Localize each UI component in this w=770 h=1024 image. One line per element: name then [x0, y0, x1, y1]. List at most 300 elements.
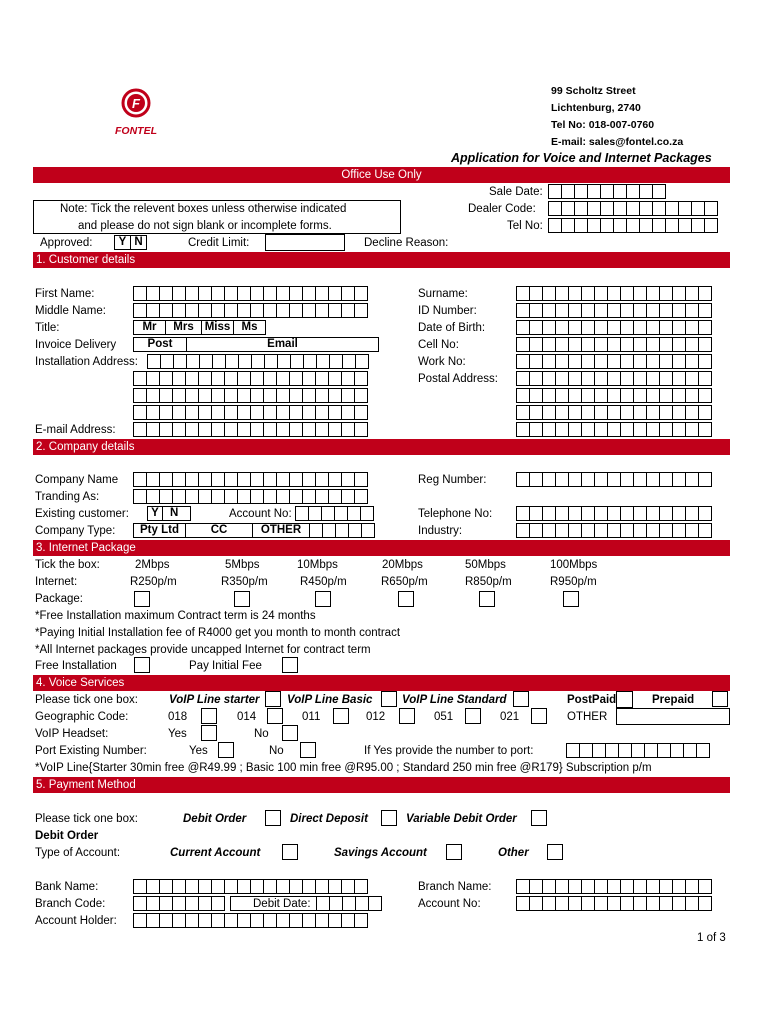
input-cell[interactable] — [568, 303, 582, 318]
input-cell[interactable] — [568, 405, 582, 420]
input-cell[interactable] — [133, 371, 147, 386]
input-cell[interactable] — [529, 506, 543, 521]
input-cell[interactable] — [237, 286, 251, 301]
surname-boxes[interactable] — [516, 286, 711, 301]
input-cell[interactable] — [542, 879, 556, 894]
input-cell[interactable] — [646, 472, 660, 487]
input-cell[interactable] — [607, 354, 621, 369]
input-cell[interactable] — [276, 489, 290, 504]
input-cell[interactable] — [289, 422, 303, 437]
type-other-boxes[interactable] — [309, 523, 374, 538]
input-cell[interactable] — [555, 422, 569, 437]
input-cell[interactable] — [276, 371, 290, 386]
input-cell[interactable] — [698, 337, 712, 352]
input-cell[interactable] — [198, 371, 212, 386]
input-cell[interactable] — [198, 913, 212, 928]
input-cell[interactable] — [250, 388, 264, 403]
input-cell[interactable] — [264, 354, 278, 369]
payment-account-no-boxes[interactable] — [516, 896, 711, 911]
input-cell[interactable] — [568, 320, 582, 335]
input-cell[interactable] — [321, 506, 335, 521]
input-cell[interactable] — [581, 303, 595, 318]
input-cell[interactable] — [159, 405, 173, 420]
input-cell[interactable] — [224, 303, 238, 318]
input-cell[interactable] — [186, 354, 200, 369]
input-cell[interactable] — [263, 489, 277, 504]
input-cell[interactable] — [315, 405, 329, 420]
input-cell[interactable] — [211, 472, 225, 487]
type-cc[interactable]: CC — [185, 523, 253, 538]
input-cell[interactable] — [672, 405, 686, 420]
input-cell[interactable] — [529, 523, 543, 538]
input-cell[interactable] — [302, 405, 316, 420]
input-cell[interactable] — [250, 405, 264, 420]
variable-debit-checkbox[interactable] — [531, 810, 547, 826]
debit-order-checkbox[interactable] — [265, 810, 281, 826]
input-cell[interactable] — [568, 388, 582, 403]
input-cell[interactable] — [354, 472, 368, 487]
input-cell[interactable] — [594, 405, 608, 420]
input-cell[interactable] — [159, 371, 173, 386]
input-cell[interactable] — [620, 286, 634, 301]
input-cell[interactable] — [341, 388, 355, 403]
input-cell[interactable] — [555, 354, 569, 369]
input-cell[interactable] — [328, 422, 342, 437]
input-cell[interactable] — [211, 422, 225, 437]
invoice-email[interactable]: Email — [186, 337, 379, 352]
input-cell[interactable] — [224, 472, 238, 487]
input-cell[interactable] — [704, 201, 718, 216]
email-address-boxes[interactable] — [133, 422, 367, 437]
input-cell[interactable] — [360, 506, 374, 521]
input-cell[interactable] — [341, 422, 355, 437]
input-cell[interactable] — [646, 896, 660, 911]
input-cell[interactable] — [237, 879, 251, 894]
input-cell[interactable] — [698, 405, 712, 420]
input-cell[interactable] — [594, 337, 608, 352]
input-cell[interactable] — [322, 523, 336, 538]
input-cell[interactable] — [133, 422, 147, 437]
input-cell[interactable] — [355, 354, 369, 369]
input-cell[interactable] — [250, 422, 264, 437]
input-cell[interactable] — [594, 371, 608, 386]
existing-customer-yes[interactable]: Y — [147, 506, 163, 521]
debit-date-boxes[interactable] — [316, 896, 381, 911]
input-cell[interactable] — [600, 201, 614, 216]
input-cell[interactable] — [237, 472, 251, 487]
input-cell[interactable] — [685, 422, 699, 437]
input-cell[interactable] — [529, 303, 543, 318]
input-cell[interactable] — [659, 523, 673, 538]
input-cell[interactable] — [172, 371, 186, 386]
input-cell[interactable] — [185, 879, 199, 894]
prepaid-checkbox[interactable] — [712, 691, 728, 707]
input-cell[interactable] — [185, 405, 199, 420]
input-cell[interactable] — [159, 388, 173, 403]
input-cell[interactable] — [574, 201, 588, 216]
branch-code-boxes[interactable] — [133, 896, 224, 911]
input-cell[interactable] — [646, 303, 660, 318]
input-cell[interactable] — [211, 913, 225, 928]
input-cell[interactable] — [133, 286, 147, 301]
input-cell[interactable] — [548, 218, 562, 233]
input-cell[interactable] — [594, 286, 608, 301]
input-cell[interactable] — [263, 422, 277, 437]
input-cell[interactable] — [159, 472, 173, 487]
input-cell[interactable] — [665, 201, 679, 216]
input-cell[interactable] — [159, 286, 173, 301]
input-cell[interactable] — [341, 371, 355, 386]
input-cell[interactable] — [659, 422, 673, 437]
input-cell[interactable] — [691, 201, 705, 216]
input-cell[interactable] — [607, 523, 621, 538]
input-cell[interactable] — [185, 371, 199, 386]
work-boxes[interactable] — [516, 354, 711, 369]
input-cell[interactable] — [607, 422, 621, 437]
input-cell[interactable] — [238, 354, 252, 369]
input-cell[interactable] — [672, 388, 686, 403]
input-cell[interactable] — [185, 896, 199, 911]
title-mr[interactable]: Mr — [133, 320, 166, 335]
input-cell[interactable] — [289, 388, 303, 403]
input-cell[interactable] — [133, 489, 147, 504]
industry-boxes[interactable] — [516, 523, 711, 538]
input-cell[interactable] — [172, 913, 186, 928]
input-cell[interactable] — [328, 388, 342, 403]
installation-address-boxes-3[interactable] — [133, 388, 367, 403]
input-cell[interactable] — [633, 388, 647, 403]
input-cell[interactable] — [328, 879, 342, 894]
voip-standard-checkbox[interactable] — [513, 691, 529, 707]
input-cell[interactable] — [172, 405, 186, 420]
input-cell[interactable] — [600, 218, 614, 233]
input-cell[interactable] — [672, 303, 686, 318]
input-cell[interactable] — [146, 371, 160, 386]
input-cell[interactable] — [361, 523, 375, 538]
input-cell[interactable] — [133, 388, 147, 403]
input-cell[interactable] — [579, 743, 593, 758]
input-cell[interactable] — [620, 354, 634, 369]
input-cell[interactable] — [639, 201, 653, 216]
input-cell[interactable] — [516, 422, 530, 437]
input-cell[interactable] — [620, 337, 634, 352]
input-cell[interactable] — [542, 371, 556, 386]
input-cell[interactable] — [542, 388, 556, 403]
input-cell[interactable] — [592, 743, 606, 758]
input-cell[interactable] — [620, 303, 634, 318]
input-cell[interactable] — [607, 371, 621, 386]
input-cell[interactable] — [685, 303, 699, 318]
input-cell[interactable] — [172, 388, 186, 403]
input-cell[interactable] — [542, 472, 556, 487]
input-cell[interactable] — [613, 218, 627, 233]
input-cell[interactable] — [587, 218, 601, 233]
input-cell[interactable] — [685, 523, 699, 538]
input-cell[interactable] — [594, 523, 608, 538]
input-cell[interactable] — [698, 303, 712, 318]
input-cell[interactable] — [172, 286, 186, 301]
input-cell[interactable] — [704, 218, 718, 233]
input-cell[interactable] — [646, 320, 660, 335]
input-cell[interactable] — [302, 388, 316, 403]
input-cell[interactable] — [670, 743, 684, 758]
input-cell[interactable] — [529, 472, 543, 487]
input-cell[interactable] — [146, 405, 160, 420]
package-50mbps-checkbox[interactable] — [479, 591, 495, 607]
input-cell[interactable] — [263, 472, 277, 487]
input-cell[interactable] — [685, 879, 699, 894]
code-018-checkbox[interactable] — [201, 708, 217, 724]
input-cell[interactable] — [289, 879, 303, 894]
branch-name-boxes[interactable] — [516, 879, 711, 894]
input-cell[interactable] — [633, 506, 647, 521]
input-cell[interactable] — [555, 303, 569, 318]
input-cell[interactable] — [289, 371, 303, 386]
invoice-post[interactable]: Post — [133, 337, 187, 352]
input-cell[interactable] — [198, 472, 212, 487]
input-cell[interactable] — [652, 218, 666, 233]
input-cell[interactable] — [315, 286, 329, 301]
input-cell[interactable] — [328, 489, 342, 504]
input-cell[interactable] — [574, 184, 588, 199]
input-cell[interactable] — [678, 201, 692, 216]
input-cell[interactable] — [529, 422, 543, 437]
company-name-boxes[interactable] — [133, 472, 367, 487]
input-cell[interactable] — [568, 354, 582, 369]
input-cell[interactable] — [561, 184, 575, 199]
input-cell[interactable] — [146, 896, 160, 911]
input-cell[interactable] — [568, 896, 582, 911]
input-cell[interactable] — [659, 286, 673, 301]
input-cell[interactable] — [607, 896, 621, 911]
input-cell[interactable] — [516, 523, 530, 538]
input-cell[interactable] — [659, 320, 673, 335]
input-cell[interactable] — [328, 303, 342, 318]
input-cell[interactable] — [698, 422, 712, 437]
input-cell[interactable] — [263, 371, 277, 386]
input-cell[interactable] — [354, 879, 368, 894]
input-cell[interactable] — [289, 303, 303, 318]
input-cell[interactable] — [315, 422, 329, 437]
input-cell[interactable] — [159, 489, 173, 504]
input-cell[interactable] — [594, 354, 608, 369]
input-cell[interactable] — [263, 913, 277, 928]
input-cell[interactable] — [185, 388, 199, 403]
existing-customer-no[interactable]: N — [162, 506, 191, 521]
dob-boxes[interactable] — [516, 320, 711, 335]
input-cell[interactable] — [237, 388, 251, 403]
input-cell[interactable] — [672, 506, 686, 521]
input-cell[interactable] — [302, 489, 316, 504]
input-cell[interactable] — [211, 405, 225, 420]
input-cell[interactable] — [529, 388, 543, 403]
input-cell[interactable] — [172, 422, 186, 437]
input-cell[interactable] — [659, 506, 673, 521]
input-cell[interactable] — [211, 879, 225, 894]
headset-yes-checkbox[interactable] — [201, 725, 217, 741]
input-cell[interactable] — [328, 405, 342, 420]
input-cell[interactable] — [639, 184, 653, 199]
type-pty-ltd[interactable]: Pty Ltd — [133, 523, 186, 538]
input-cell[interactable] — [613, 201, 627, 216]
input-cell[interactable] — [685, 354, 699, 369]
port-number-boxes[interactable] — [566, 743, 709, 758]
input-cell[interactable] — [315, 371, 329, 386]
input-cell[interactable] — [587, 184, 601, 199]
input-cell[interactable] — [516, 388, 530, 403]
input-cell[interactable] — [354, 405, 368, 420]
input-cell[interactable] — [581, 506, 595, 521]
code-012-checkbox[interactable] — [399, 708, 415, 724]
input-cell[interactable] — [581, 337, 595, 352]
input-cell[interactable] — [613, 184, 627, 199]
input-cell[interactable] — [250, 303, 264, 318]
input-cell[interactable] — [146, 913, 160, 928]
installation-address-boxes-2[interactable] — [133, 371, 367, 386]
input-cell[interactable] — [250, 371, 264, 386]
input-cell[interactable] — [289, 286, 303, 301]
input-cell[interactable] — [316, 896, 330, 911]
input-cell[interactable] — [211, 303, 225, 318]
input-cell[interactable] — [224, 913, 238, 928]
input-cell[interactable] — [302, 879, 316, 894]
input-cell[interactable] — [529, 405, 543, 420]
input-cell[interactable] — [172, 472, 186, 487]
input-cell[interactable] — [173, 354, 187, 369]
input-cell[interactable] — [185, 472, 199, 487]
postal-boxes-1[interactable] — [516, 371, 711, 386]
input-cell[interactable] — [618, 743, 632, 758]
input-cell[interactable] — [146, 489, 160, 504]
type-other[interactable]: OTHER — [252, 523, 310, 538]
input-cell[interactable] — [696, 743, 710, 758]
id-number-boxes[interactable] — [516, 303, 711, 318]
title-miss[interactable]: Miss — [201, 320, 234, 335]
input-cell[interactable] — [672, 523, 686, 538]
input-cell[interactable] — [698, 286, 712, 301]
input-cell[interactable] — [659, 354, 673, 369]
input-cell[interactable] — [224, 489, 238, 504]
input-cell[interactable] — [133, 879, 147, 894]
input-cell[interactable] — [516, 506, 530, 521]
input-cell[interactable] — [568, 523, 582, 538]
input-cell[interactable] — [672, 879, 686, 894]
input-cell[interactable] — [646, 371, 660, 386]
input-cell[interactable] — [146, 388, 160, 403]
input-cell[interactable] — [607, 472, 621, 487]
input-cell[interactable] — [354, 422, 368, 437]
input-cell[interactable] — [581, 354, 595, 369]
input-cell[interactable] — [354, 303, 368, 318]
input-cell[interactable] — [672, 320, 686, 335]
input-cell[interactable] — [574, 218, 588, 233]
input-cell[interactable] — [237, 913, 251, 928]
input-cell[interactable] — [620, 472, 634, 487]
input-cell[interactable] — [594, 388, 608, 403]
input-cell[interactable] — [548, 184, 562, 199]
input-cell[interactable] — [594, 303, 608, 318]
input-cell[interactable] — [309, 523, 323, 538]
input-cell[interactable] — [160, 354, 174, 369]
voip-starter-checkbox[interactable] — [265, 691, 281, 707]
input-cell[interactable] — [159, 879, 173, 894]
input-cell[interactable] — [646, 506, 660, 521]
input-cell[interactable] — [620, 506, 634, 521]
input-cell[interactable] — [581, 405, 595, 420]
input-cell[interactable] — [212, 354, 226, 369]
input-cell[interactable] — [581, 523, 595, 538]
input-cell[interactable] — [263, 303, 277, 318]
input-cell[interactable] — [568, 472, 582, 487]
input-cell[interactable] — [198, 422, 212, 437]
input-cell[interactable] — [276, 286, 290, 301]
postal-boxes-3[interactable] — [516, 405, 711, 420]
input-cell[interactable] — [605, 743, 619, 758]
cell-boxes[interactable] — [516, 337, 711, 352]
input-cell[interactable] — [555, 523, 569, 538]
input-cell[interactable] — [620, 879, 634, 894]
input-cell[interactable] — [328, 913, 342, 928]
input-cell[interactable] — [542, 422, 556, 437]
dealer-code-boxes[interactable] — [548, 201, 717, 216]
input-cell[interactable] — [133, 303, 147, 318]
input-cell[interactable] — [198, 405, 212, 420]
input-cell[interactable] — [224, 879, 238, 894]
input-cell[interactable] — [633, 879, 647, 894]
input-cell[interactable] — [198, 896, 212, 911]
input-cell[interactable] — [646, 405, 660, 420]
input-cell[interactable] — [568, 337, 582, 352]
input-cell[interactable] — [555, 879, 569, 894]
input-cell[interactable] — [315, 879, 329, 894]
other-account-checkbox[interactable] — [547, 844, 563, 860]
input-cell[interactable] — [581, 896, 595, 911]
input-cell[interactable] — [250, 879, 264, 894]
input-cell[interactable] — [276, 913, 290, 928]
input-cell[interactable] — [237, 489, 251, 504]
input-cell[interactable] — [529, 354, 543, 369]
input-cell[interactable] — [354, 913, 368, 928]
input-cell[interactable] — [225, 354, 239, 369]
input-cell[interactable] — [548, 201, 562, 216]
port-yes-checkbox[interactable] — [218, 742, 234, 758]
code-021-checkbox[interactable] — [531, 708, 547, 724]
input-cell[interactable] — [626, 218, 640, 233]
input-cell[interactable] — [263, 388, 277, 403]
input-cell[interactable] — [250, 913, 264, 928]
input-cell[interactable] — [581, 388, 595, 403]
input-cell[interactable] — [159, 422, 173, 437]
input-cell[interactable] — [133, 472, 147, 487]
input-cell[interactable] — [198, 879, 212, 894]
input-cell[interactable] — [341, 303, 355, 318]
input-cell[interactable] — [657, 743, 671, 758]
input-cell[interactable] — [620, 896, 634, 911]
input-cell[interactable] — [159, 303, 173, 318]
input-cell[interactable] — [315, 489, 329, 504]
package-10mbps-checkbox[interactable] — [315, 591, 331, 607]
input-cell[interactable] — [542, 354, 556, 369]
code-011-checkbox[interactable] — [333, 708, 349, 724]
package-100mbps-checkbox[interactable] — [563, 591, 579, 607]
port-no-checkbox[interactable] — [300, 742, 316, 758]
approved-no[interactable]: N — [130, 235, 147, 250]
input-cell[interactable] — [185, 303, 199, 318]
input-cell[interactable] — [276, 879, 290, 894]
input-cell[interactable] — [277, 354, 291, 369]
input-cell[interactable] — [633, 303, 647, 318]
input-cell[interactable] — [646, 422, 660, 437]
